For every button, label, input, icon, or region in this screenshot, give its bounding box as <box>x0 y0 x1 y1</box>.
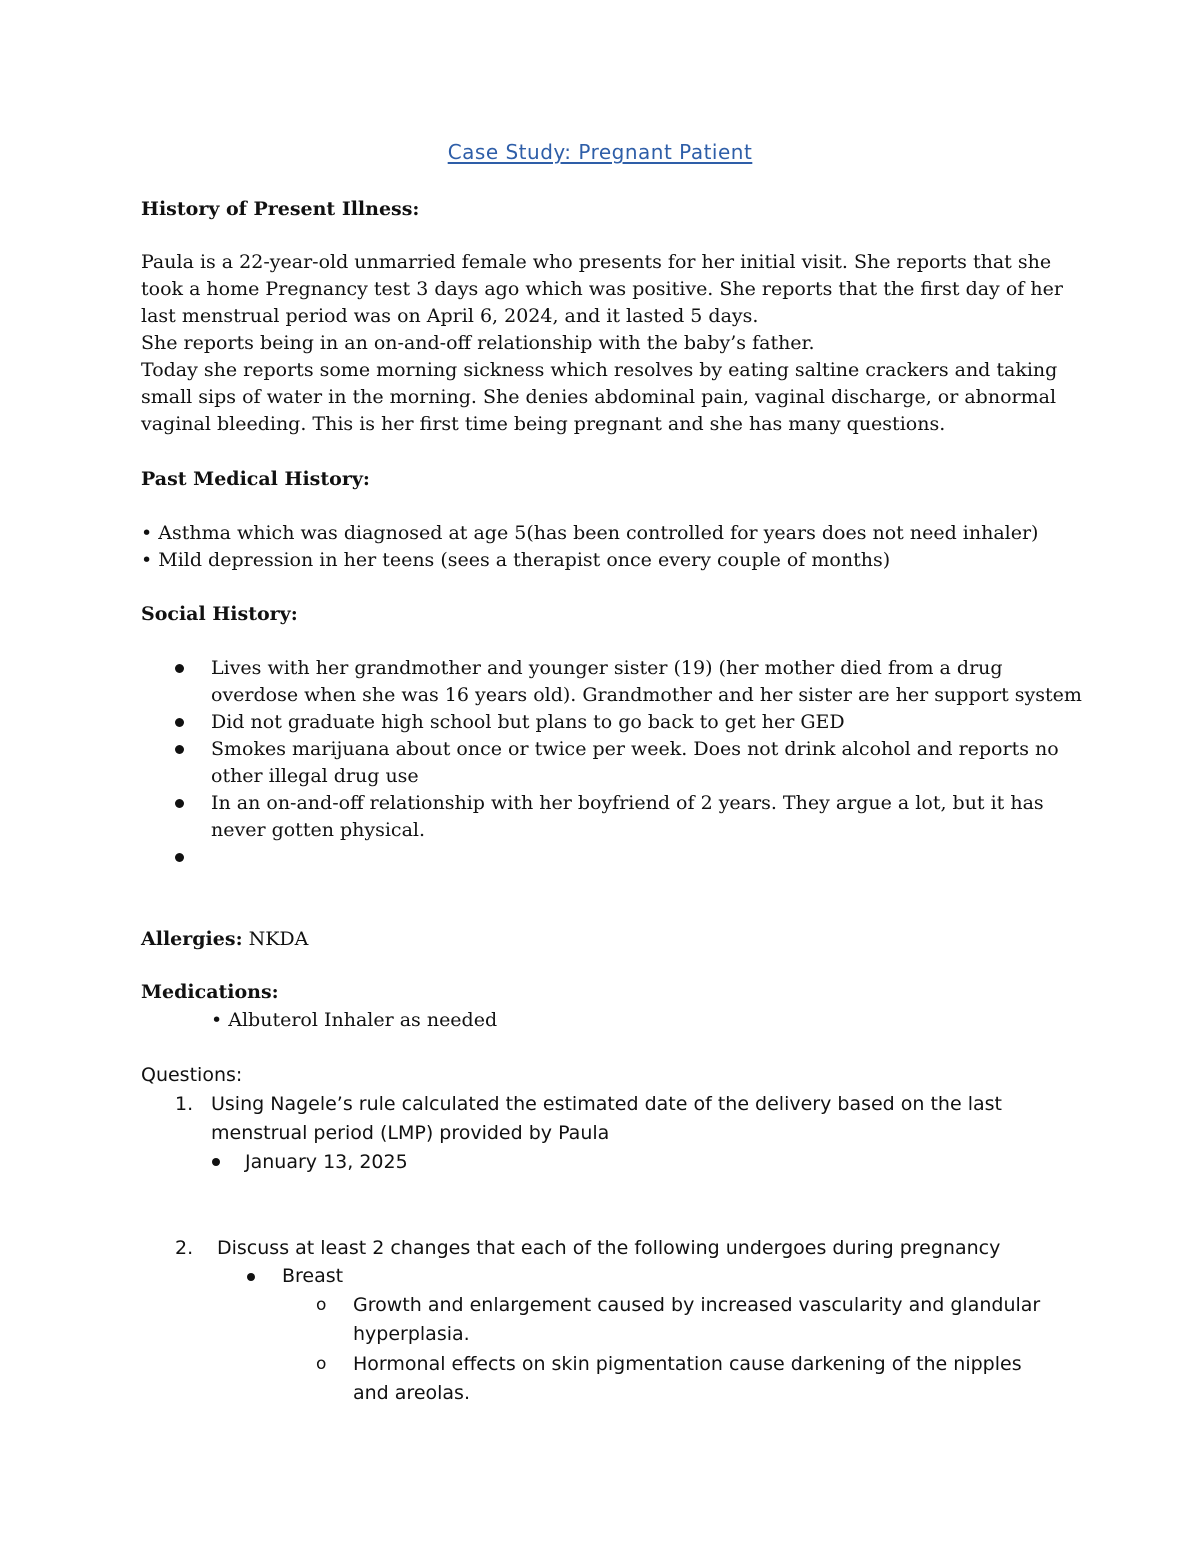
question-text: Using Nagele’s rule calculated the estimated date of the delivery based on the last <box>211 1093 1002 1115</box>
social-item: Smokes marijuana about once or twice per week. Does not drink alcohol and reports no other illegal drug use <box>141 736 1081 790</box>
question-text: Discuss at least 2 changes that each of the following undergoes during pregnancy <box>217 1237 1001 1259</box>
questions-section <box>141 1062 1061 1089</box>
bullet-icon <box>175 799 184 808</box>
hpi-line: small sips of water in the morning. She denies abdominal pain, vaginal discharge, or abnormal <box>141 386 1057 408</box>
question-number: 2. <box>175 1237 194 1259</box>
bullet-icon <box>247 1273 255 1281</box>
bullet-icon <box>175 745 184 754</box>
document-title: Case Study: Pregnant Patient <box>447 140 753 164</box>
question-number: 1. <box>175 1093 194 1115</box>
bullet-icon <box>212 1158 220 1166</box>
pmh-item: • Asthma which was diagnosed at age 5(has been controlled for years does not need inhaler) <box>141 522 1039 544</box>
pmh-list <box>141 520 1061 574</box>
pmh-item: • Mild depression in her teens (sees a therapist once every couple of months) <box>141 549 891 571</box>
social-list <box>141 655 1081 871</box>
hpi-line: last menstrual period was on April 6, 2024, and it lasted 5 days. <box>141 305 759 327</box>
bullet-icon <box>175 718 184 727</box>
medications-section <box>141 979 1061 1006</box>
hpi-body <box>141 249 1061 438</box>
hpi-line: vaginal bleeding. This is her first time being pregnant and she has many questions. <box>141 413 946 435</box>
pmh-heading: Past Medical History: <box>141 468 370 490</box>
circle-bullet-icon: o <box>316 1295 327 1315</box>
hpi-section <box>141 196 1061 223</box>
social-item-empty <box>141 844 1081 871</box>
social-heading: Social History: <box>141 603 298 625</box>
allergies-label: Allergies: <box>141 928 243 950</box>
social-item: Did not graduate high school but plans to go back to get her GED <box>141 709 1081 736</box>
sub-topic-breast: Breast <box>282 1265 344 1287</box>
medications-heading: Medications: <box>141 981 279 1003</box>
bullet-icon <box>175 853 184 862</box>
social-item: Lives with her grandmother and younger sister (19) (her mother died from a drug overdose when she was 16 years old). Grandmother and her sister are her support system <box>141 655 1081 709</box>
pmh-section <box>141 466 1061 493</box>
breast-change-item: Growth and enlargement caused by increased vascularity and glandular hyperplasia. <box>353 1294 1041 1345</box>
question-text: menstrual period (LMP) provided by Paula <box>211 1122 610 1144</box>
breast-change-item: Hormonal effects on skin pigmentation cause darkening of the nipples and areolas. <box>353 1353 1022 1404</box>
medications-list <box>211 1007 1131 1034</box>
hpi-line: She reports being in an on-and-off relationship with the baby’s father. <box>141 332 815 354</box>
questions-heading: Questions: <box>141 1064 243 1086</box>
allergies-section <box>141 926 1061 953</box>
social-section <box>141 601 1061 628</box>
allergies-value: NKDA <box>242 928 309 950</box>
hpi-heading: History of Present Illness: <box>141 198 420 220</box>
question-1-answer: January 13, 2025 <box>245 1151 408 1173</box>
bullet-icon <box>175 664 184 673</box>
medication-item: • Albuterol Inhaler as needed <box>211 1009 498 1031</box>
circle-bullet-icon: o <box>316 1354 327 1374</box>
social-item: In an on-and-off relationship with her boyfriend of 2 years. They argue a lot, but it has never gotten physical. <box>141 790 1081 844</box>
hpi-line: Paula is a 22-year-old unmarried female who presents for her initial visit. She reports that she <box>141 251 1052 273</box>
hpi-line: took a home Pregnancy test 3 days ago which was positive. She reports that the first day of her <box>141 278 1063 300</box>
hpi-line: Today she reports some morning sickness which resolves by eating saltine crackers and taking <box>141 359 1058 381</box>
